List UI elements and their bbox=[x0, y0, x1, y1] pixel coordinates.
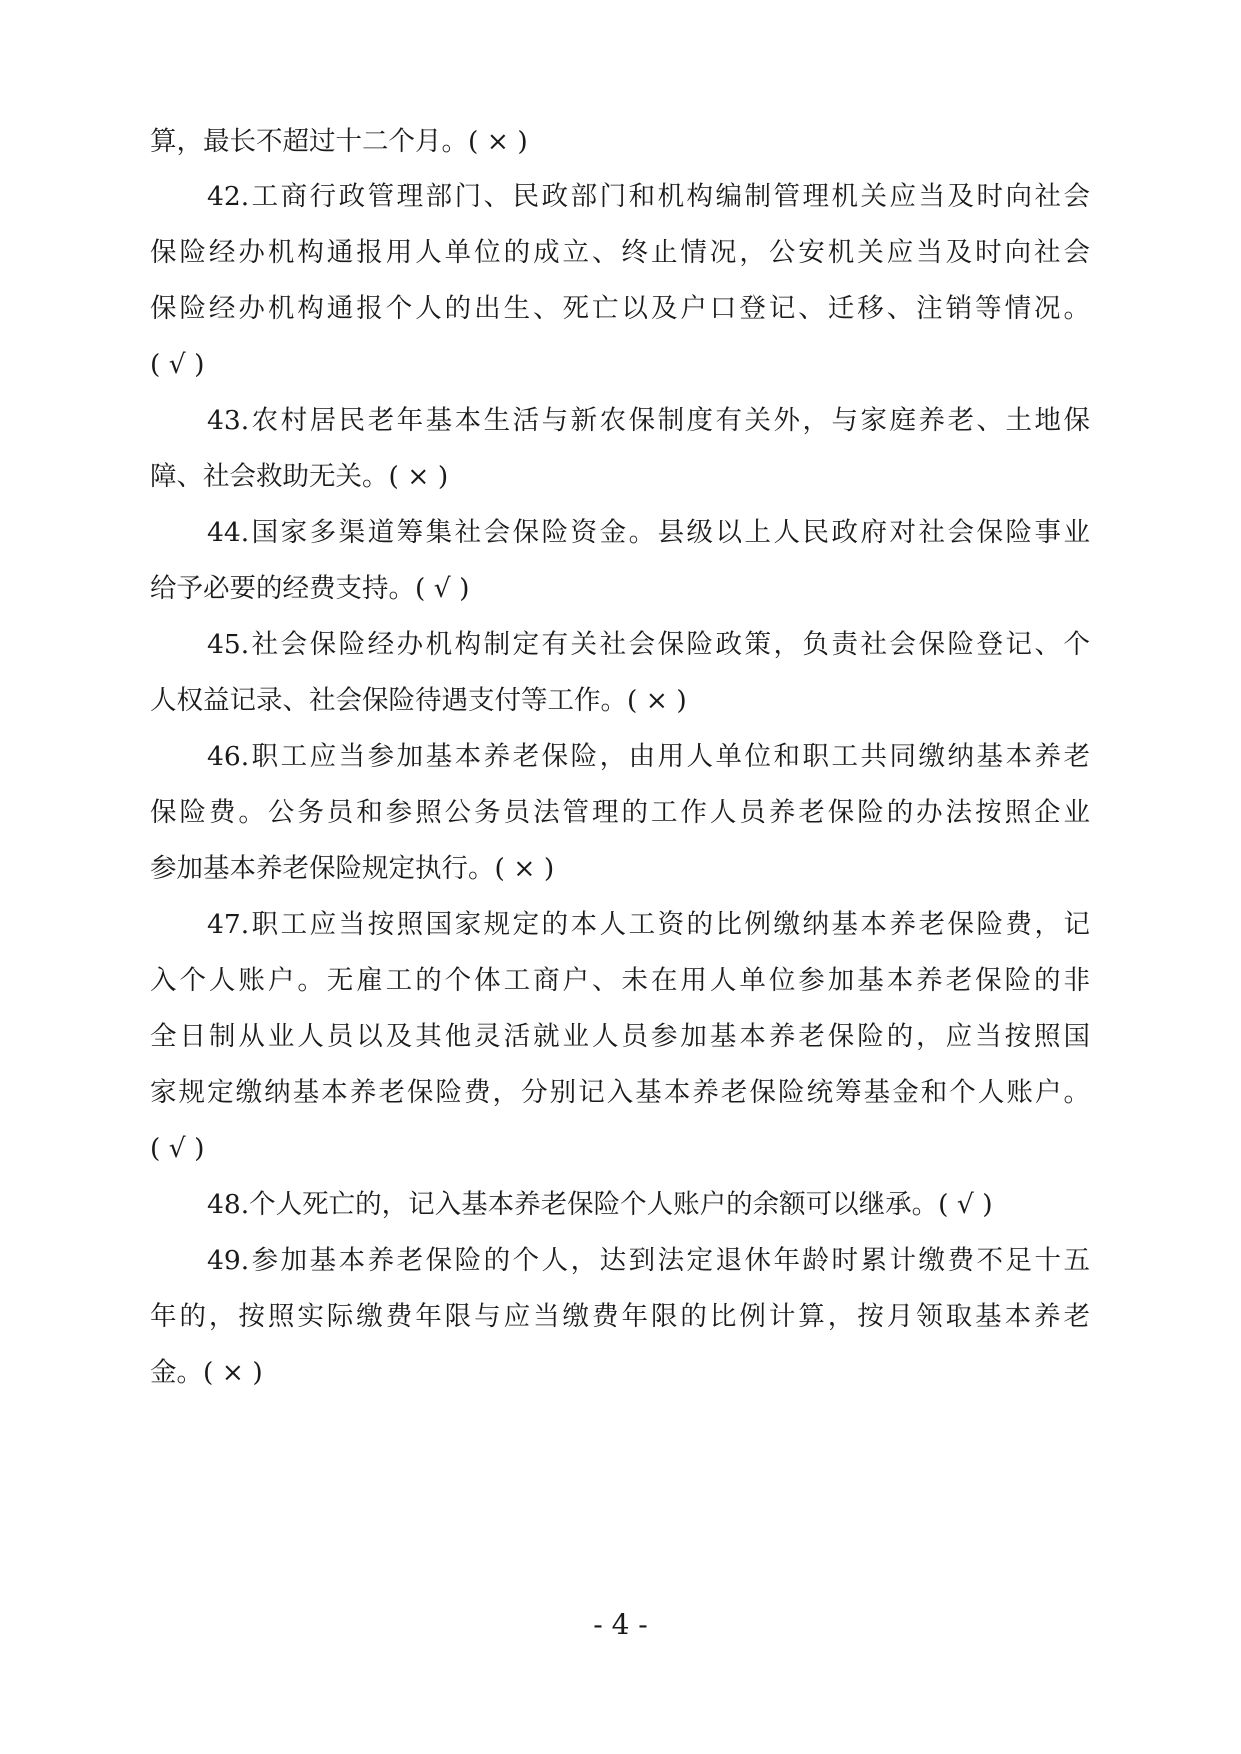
question-42-line-1: 42.工商行政管理部门、民政部门和机构编制管理机关应当及时向社会 bbox=[207, 181, 1090, 212]
question-47-line-3: 全日制从业人员以及其他灵活就业人员参加基本养老保险的，应当按照国 bbox=[150, 1021, 1090, 1052]
question-42-answer: ( √ ) bbox=[150, 349, 205, 380]
question-47-answer: ( √ ) bbox=[150, 1133, 205, 1164]
question-46-line-2: 保险费。公务员和参照公务员法管理的工作人员养老保险的办法按照企业 bbox=[150, 797, 1090, 828]
question-43-line-2: 障、社会救助无关。( × ) bbox=[150, 461, 449, 492]
question-48-line-1: 48.个人死亡的，记入基本养老保险个人账户的余额可以继承。( √ ) bbox=[207, 1189, 993, 1220]
question-45-line-2: 人权益记录、社会保险待遇支付等工作。( × ) bbox=[150, 685, 687, 716]
question-42-line-3: 保险经办机构通报个人的出生、死亡以及户口登记、迁移、注销等情况。 bbox=[150, 293, 1090, 324]
question-47-line-2: 入个人账户。无雇工的个体工商户、未在用人单位参加基本养老保险的非 bbox=[150, 965, 1090, 996]
question-43-line-1: 43.农村居民老年基本生活与新农保制度有关外，与家庭养老、土地保 bbox=[207, 405, 1090, 436]
question-46-line-3: 参加基本养老保险规定执行。( × ) bbox=[150, 853, 555, 884]
question-47-line-1: 47.职工应当按照国家规定的本人工资的比例缴纳基本养老保险费，记 bbox=[207, 909, 1090, 940]
question-47-line-4: 家规定缴纳基本养老保险费，分别记入基本养老保险统筹基金和个人账户。 bbox=[150, 1077, 1090, 1108]
question-44-line-1: 44.国家多渠道筹集社会保险资金。县级以上人民政府对社会保险事业 bbox=[207, 517, 1090, 548]
question-45-line-1: 45.社会保险经办机构制定有关社会保险政策，负责社会保险登记、个 bbox=[207, 629, 1090, 660]
question-49-line-1: 49.参加基本养老保险的个人，达到法定退休年龄时累计缴费不足十五 bbox=[207, 1245, 1090, 1276]
question-44-line-2: 给予必要的经费支持。( √ ) bbox=[150, 573, 470, 604]
question-46-line-1: 46.职工应当参加基本养老保险，由用人单位和职工共同缴纳基本养老 bbox=[207, 741, 1090, 772]
question-49-line-3: 金。( × ) bbox=[150, 1357, 263, 1388]
question-49-line-2: 年的，按照实际缴费年限与应当缴费年限的比例计算，按月领取基本养老 bbox=[150, 1301, 1090, 1332]
text-line: 算，最长不超过十二个月。( × ) bbox=[150, 126, 528, 157]
question-42-line-2: 保险经办机构通报用人单位的成立、终止情况，公安机关应当及时向社会 bbox=[150, 237, 1090, 268]
page-number: - 4 - bbox=[593, 1608, 648, 1641]
